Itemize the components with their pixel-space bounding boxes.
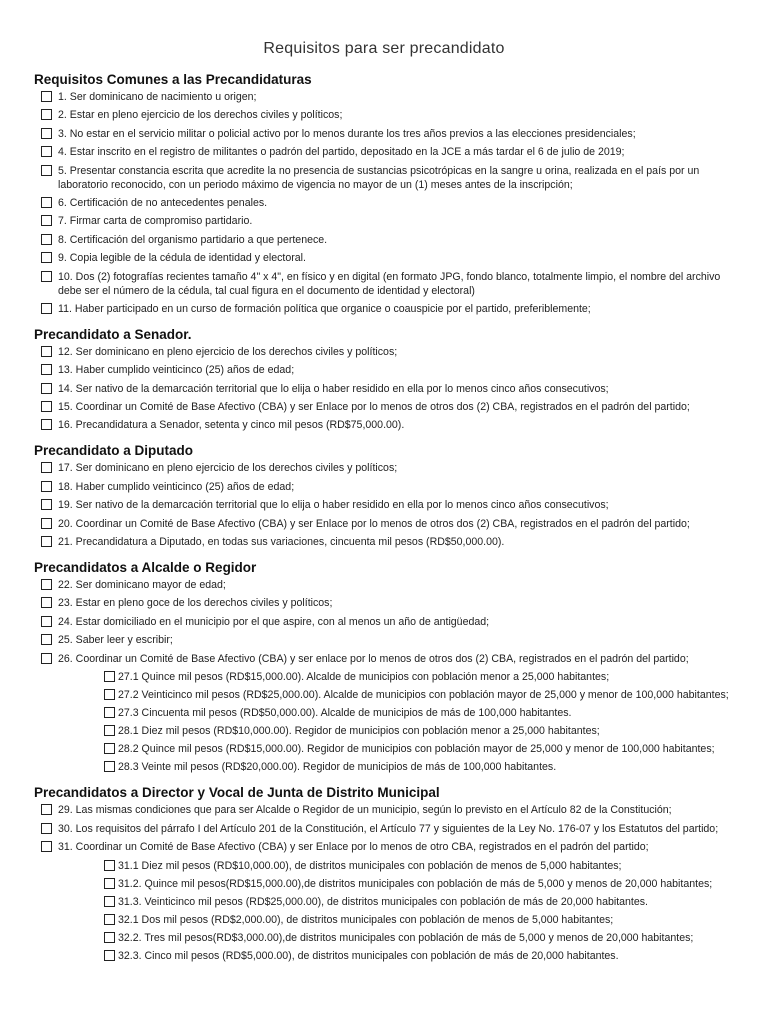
requirement-text: 28.2 Quince mil pesos (RD$15,000.00). Regidor de municipios con población mayor de 25,000 y menor de 100,000 habitantes; xyxy=(118,743,715,756)
checkbox[interactable] xyxy=(104,896,115,907)
requirement-list-item xyxy=(34,803,734,817)
requirements-list xyxy=(34,345,734,433)
requirement-list-item xyxy=(34,461,734,475)
checkbox[interactable] xyxy=(41,634,52,645)
requirement-text: 14. Ser nativo de la demarcación territorial que lo elija o haber residido en ella por lo menos cinco años consecutivos; xyxy=(58,382,609,395)
requirement-text: 31. Coordinar un Comité de Base Afectivo (CBA) y ser Enlace por lo menos de otro CBA, registrados en el padrón del partido; xyxy=(58,841,649,854)
requirement-list-item xyxy=(34,418,734,432)
requirement-text: 32.1 Dos mil pesos (RD$2,000.00), de distritos municipales con población de menos de 5,000 habitantes; xyxy=(118,913,614,926)
requirement-text: 2. Estar en pleno ejercicio de los derechos civiles y políticos; xyxy=(58,109,343,122)
requirement-list-item xyxy=(34,90,734,104)
requirement-text: 10. Dos (2) fotografías recientes tamaño 4" x 4", en físico y en digital (en formato JPG, fondo blanco, totalmente limpio, el nombre del archivo debe ser el número de la cédula, tal cual figura en el documento de identidad y electoral) xyxy=(58,270,721,297)
requirement-text: 31.3. Veinticinco mil pesos (RD$25,000.00), de distritos municipales con población de más de 20,000 habitantes. xyxy=(118,895,649,908)
checkbox[interactable] xyxy=(104,914,115,925)
checkbox[interactable] xyxy=(41,616,52,627)
requirement-text: 17. Ser dominicano en pleno ejercicio de los derechos civiles y políticos; xyxy=(58,462,398,475)
section-heading: Precandidato a Senador. xyxy=(34,326,192,342)
checkbox[interactable] xyxy=(41,346,52,357)
requirement-text: 23. Estar en pleno goce de los derechos civiles y políticos; xyxy=(58,597,333,610)
requirement-text: 32.3. Cinco mil pesos (RD$5,000.00), de distritos municipales con población de más de 20,000 habitantes. xyxy=(118,950,619,963)
checkbox[interactable] xyxy=(104,761,115,772)
requirement-text: 25. Saber leer y escribir; xyxy=(58,634,173,647)
requirement-list-item xyxy=(34,517,734,531)
fee-list-item xyxy=(34,877,734,891)
requirements-section xyxy=(34,560,734,774)
requirement-text: 13. Haber cumplido veinticinco (25) años de edad; xyxy=(58,364,295,377)
section-heading: Precandidatos a Alcalde o Regidor xyxy=(34,560,257,576)
requirement-text: 31.1 Diez mil pesos (RD$10,000.00), de distritos municipales con población de menos de 5,000 habitantes; xyxy=(118,859,622,872)
checkbox[interactable] xyxy=(104,725,115,736)
fee-list-item xyxy=(34,724,734,738)
requirement-text: 15. Coordinar un Comité de Base Afectivo (CBA) y ser Enlace por lo menos de otros dos (2) CBA, registrados en el padrón del partido; xyxy=(58,401,690,414)
checkbox[interactable] xyxy=(104,707,115,718)
requirement-list-item xyxy=(34,345,734,359)
checkbox[interactable] xyxy=(41,823,52,834)
checkbox[interactable] xyxy=(41,303,52,314)
requirement-text: 26. Coordinar un Comité de Base Afectivo (CBA) y ser enlace por lo menos de otros dos (2) CBA, registrados en el padrón del partido; xyxy=(58,652,689,665)
requirement-text: 5. Presentar constancia escrita que acredite la no presencia de sustancias psicotrópicas en la sangre u orina, realizada en el país por un laboratorio reconocido, con un periodo máximo de vigencia no mayor de un (1) meses antes de la inscripción; xyxy=(58,164,700,191)
fee-list-item xyxy=(34,688,734,702)
checkbox[interactable] xyxy=(41,146,52,157)
requirement-list-item xyxy=(34,196,734,210)
fee-list-item xyxy=(34,742,734,756)
requirement-text: 6. Certificación de no antecedentes penales. xyxy=(58,196,268,209)
requirement-list-item xyxy=(34,822,734,836)
checkbox[interactable] xyxy=(41,597,52,608)
checkbox[interactable] xyxy=(41,128,52,139)
checkbox[interactable] xyxy=(104,950,115,961)
requirement-list-item xyxy=(34,145,734,159)
requirement-text: 29. Las mismas condiciones que para ser Alcalde o Regidor de un municipio, según lo previsto en el Artículo 82 de la Constitución; xyxy=(58,804,672,817)
checkbox[interactable] xyxy=(41,579,52,590)
requirements-section xyxy=(34,785,734,963)
requirement-list-item xyxy=(34,302,734,316)
requirement-text: 1. Ser dominicano de nacimiento u origen; xyxy=(58,91,257,103)
requirement-text: 8. Certificación del organismo partidario a que pertenece. xyxy=(58,233,328,246)
checkbox[interactable] xyxy=(104,743,115,754)
requirements-section xyxy=(34,72,734,316)
requirement-text: 11. Haber participado en un curso de formación política que organice o coauspicie por el partido, preferiblemente; xyxy=(58,302,591,315)
requirement-list-item xyxy=(34,270,734,298)
checkbox[interactable] xyxy=(41,252,52,263)
fee-list-item xyxy=(34,706,734,720)
requirement-list-item xyxy=(34,363,734,377)
requirements-section xyxy=(34,443,734,549)
requirement-list-item xyxy=(34,652,734,666)
fee-list-item xyxy=(34,859,734,873)
fee-list-item xyxy=(34,760,734,774)
requirement-text: 27.2 Veinticinco mil pesos (RD$25,000.00). Alcalde de municipios con población mayor de 25,000 y menor de 100,000 habitantes; xyxy=(118,689,729,702)
checkbox[interactable] xyxy=(41,383,52,394)
requirement-text: 28.1 Diez mil pesos (RD$10,000.00). Regidor de municipios con población menor a 25,000 habitantes; xyxy=(118,725,600,738)
checkbox[interactable] xyxy=(104,878,115,889)
requirement-list-item xyxy=(34,108,734,122)
checkbox[interactable] xyxy=(104,689,115,700)
requirement-text: 4. Estar inscrito en el registro de militantes o padrón del partido, depositado en la JCE a más tardar el 6 de julio de 2019; xyxy=(58,146,625,159)
checkbox[interactable] xyxy=(41,481,52,492)
requirements-section xyxy=(34,327,734,433)
requirement-list-item xyxy=(34,214,734,228)
page-title: Requisitos para ser precandidato xyxy=(263,40,505,57)
section-heading: Requisitos Comunes a las Precandidaturas xyxy=(34,72,312,87)
requirement-text: 16. Precandidatura a Senador, setenta y cinco mil pesos (RD$75,000.00). xyxy=(58,419,405,432)
fee-list-item xyxy=(34,949,734,963)
requirement-text: 32.2. Tres mil pesos(RD$3,000.00),de distritos municipales con población de más de 5,000 y menos de 20,000 habitantes; xyxy=(118,932,694,944)
fee-list-item xyxy=(34,895,734,909)
requirement-list-item xyxy=(34,127,734,141)
requirement-list-item xyxy=(34,164,734,192)
requirement-text: 24. Estar domiciliado en el municipio por el que aspire, con al menos un año de antigüedad; xyxy=(58,615,490,628)
requirement-list-item xyxy=(34,615,734,629)
requirement-text: 12. Ser dominicano en pleno ejercicio de los derechos civiles y políticos; xyxy=(58,345,398,358)
requirement-text: 9. Copia legible de la cédula de identidad y electoral. xyxy=(58,252,306,265)
requirement-text: 28.3 Veinte mil pesos (RD$20,000.00). Regidor de municipios de más de 100,000 habitantes. xyxy=(118,761,557,774)
requirement-list-item xyxy=(34,535,734,549)
requirements-list xyxy=(34,461,734,549)
checkbox[interactable] xyxy=(41,536,52,547)
requirement-text: 27.3 Cincuenta mil pesos (RD$50,000.00). Alcalde de municipios de más de 100,000 habitantes. xyxy=(118,707,572,720)
requirement-list-item xyxy=(34,840,734,854)
requirement-text: 19. Ser nativo de la demarcación territorial que lo elija o haber residido en ella por lo menos cinco años consecutivos; xyxy=(58,499,609,512)
requirement-text: 21. Precandidatura a Diputado, en todas sus variaciones, cincuenta mil pesos (RD$50,000.00). xyxy=(58,536,505,549)
requirement-text: 3. No estar en el servicio militar o policial activo por lo menos durante los tres años previos a las elecciones presidenciales; xyxy=(58,127,636,140)
requirement-list-item xyxy=(34,498,734,512)
requirement-list-item xyxy=(34,578,734,592)
checkbox[interactable] xyxy=(41,499,52,510)
requirement-list-item xyxy=(34,251,734,265)
requirement-list-item xyxy=(34,633,734,647)
checkbox[interactable] xyxy=(41,197,52,208)
requirement-text: 27.1 Quince mil pesos (RD$15,000.00). Alcalde de municipios con población menor a 25,000 habitantes; xyxy=(118,670,610,683)
checkbox[interactable] xyxy=(41,215,52,226)
checkbox[interactable] xyxy=(41,401,52,412)
requirement-list-item xyxy=(34,480,734,494)
checkbox[interactable] xyxy=(41,419,52,430)
checkbox[interactable] xyxy=(41,271,52,282)
section-heading: Precandidato a Diputado xyxy=(34,443,194,459)
checkbox[interactable] xyxy=(41,91,52,102)
checkbox[interactable] xyxy=(41,841,52,852)
requirement-list-item xyxy=(34,233,734,247)
checkbox[interactable] xyxy=(104,932,115,943)
checkbox[interactable] xyxy=(104,671,115,682)
requirement-text: 22. Ser dominicano mayor de edad; xyxy=(58,579,226,592)
checkbox[interactable] xyxy=(41,364,52,375)
section-heading: Precandidatos a Director y Vocal de Junta de Distrito Municipal xyxy=(34,785,440,801)
requirement-list-item xyxy=(34,596,734,610)
requirements-list xyxy=(34,578,734,774)
checkbox[interactable] xyxy=(41,653,52,664)
requirement-text: 18. Haber cumplido veinticinco (25) años de edad; xyxy=(58,480,295,493)
requirement-list-item xyxy=(34,382,734,396)
requirement-text: 20. Coordinar un Comité de Base Afectivo (CBA) y ser Enlace por lo menos de otros dos (2) CBA, registrados en el padrón del partido; xyxy=(58,517,690,530)
checkbox[interactable] xyxy=(41,165,52,176)
fee-list-item xyxy=(34,670,734,684)
checkbox[interactable] xyxy=(41,462,52,473)
checkbox[interactable] xyxy=(41,234,52,245)
requirement-text: 30. Los requisitos del párrafo I del Artículo 201 de la Constitución, el Artículo 77 y siguientes de la Ley No. 176-07 y los Estatutos del partido; xyxy=(58,822,719,835)
requirement-text: 31.2. Quince mil pesos(RD$15,000.00),de distritos municipales con población de más de 5,000 y menos de 20,000 habitantes; xyxy=(118,877,713,890)
requirements-list xyxy=(34,90,734,316)
checkbox[interactable] xyxy=(104,860,115,871)
fee-list-item xyxy=(34,931,734,945)
requirements-container xyxy=(34,72,734,963)
requirements-list xyxy=(34,803,734,963)
requirement-list-item xyxy=(34,400,734,414)
requirement-text: 7. Firmar carta de compromiso partidario. xyxy=(58,215,253,228)
checkbox[interactable] xyxy=(41,109,52,120)
fee-list-item xyxy=(34,913,734,927)
checkbox[interactable] xyxy=(41,804,52,815)
checkbox[interactable] xyxy=(41,518,52,529)
